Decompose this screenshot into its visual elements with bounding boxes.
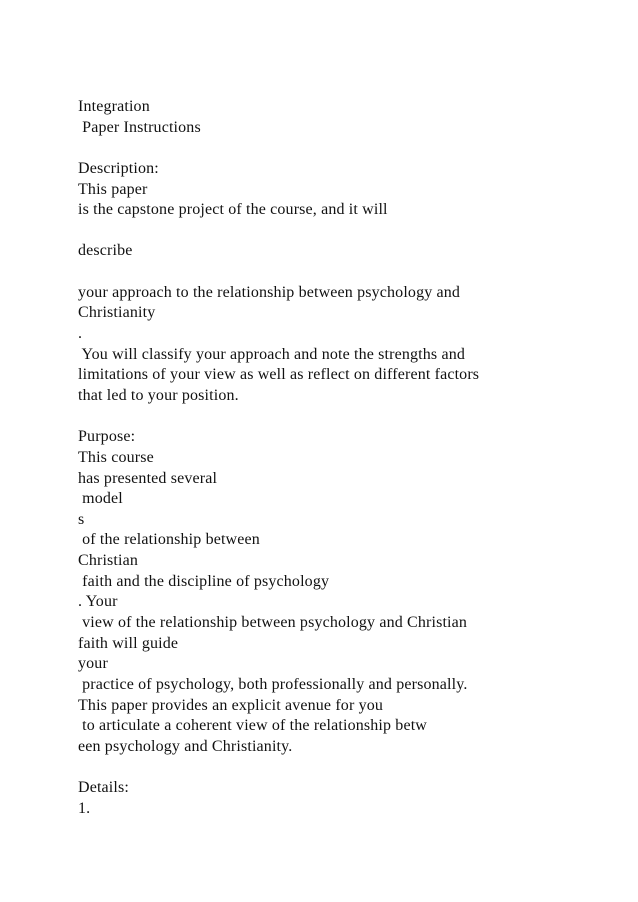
blank-line [78, 758, 618, 779]
text-line: of the relationship between [78, 531, 260, 549]
text-line: view of the relationship between psychology and Christian [78, 614, 468, 632]
text-line: has presented several [78, 469, 218, 487]
text-line: Paper Instructions [78, 118, 201, 136]
text-line: is the capstone project of the course, and it will [78, 201, 388, 219]
blank-line [78, 221, 618, 242]
text-line: . Your [78, 593, 118, 611]
text-line: that led to your position. [78, 386, 239, 404]
text-line: describe [78, 242, 133, 260]
text-line: limitations of your view as well as reflect on different factors [78, 366, 480, 384]
blank-line [78, 138, 618, 159]
text-line: faith and the discipline of psychology [78, 572, 330, 590]
text-line: your approach to the relationship between psychology and [78, 283, 461, 301]
text-line: Details: [78, 779, 129, 797]
text-line: 1. [78, 799, 91, 817]
blank-line [78, 407, 618, 428]
text-line: model [78, 490, 123, 508]
text-line: Description: [78, 159, 159, 177]
text-line: een psychology and Christianity. [78, 737, 293, 755]
text-line: Christian [78, 552, 139, 570]
text-line: to articulate a coherent view of the relationship betw [78, 717, 428, 735]
blank-line [78, 262, 618, 283]
text-line: This course [78, 448, 154, 466]
text-line: This paper [78, 180, 148, 198]
document-text [78, 97, 618, 819]
text-line: Integration [78, 98, 150, 115]
text-line: You will classify your approach and note the strengths and [78, 345, 466, 363]
text-line: . [78, 325, 83, 343]
text-line: Christianity [78, 304, 156, 322]
text-line: your [78, 655, 108, 673]
text-line: This paper provides an explicit avenue for you [78, 696, 384, 714]
text-line: Purpose: [78, 428, 136, 446]
text-line: s [78, 510, 85, 528]
text-line: faith will guide [78, 634, 179, 652]
text-line: practice of psychology, both professionally and personally. [78, 675, 468, 693]
